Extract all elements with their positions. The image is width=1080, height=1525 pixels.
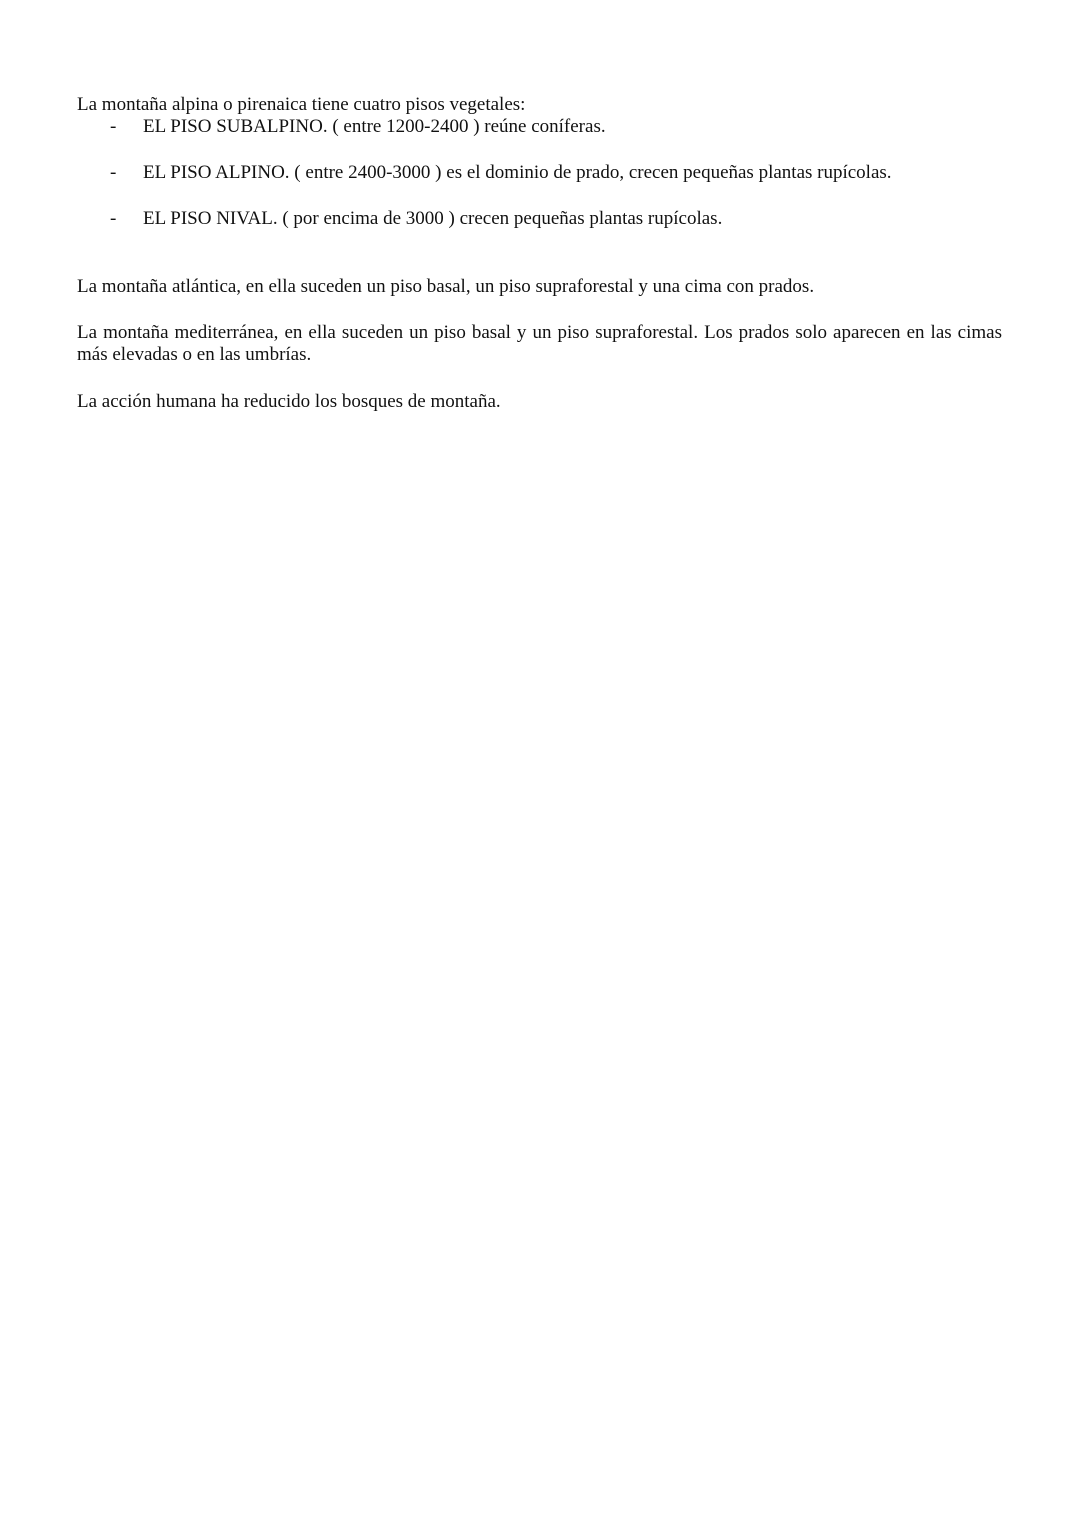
vegetation-levels-list [77,116,1007,230]
list-item-text: EL PISO ALPINO. ( entre 2400-3000 ) es el dominio de prado, crecen pequeñas plantas rupícolas. [143,162,892,183]
list-item [77,116,1007,138]
list-item [77,208,1007,230]
list-marker: - [110,116,117,137]
list-item [77,162,1007,184]
list-item-text: EL PISO SUBALPINO. ( entre 1200-2400 ) reúne coníferas. [143,116,606,137]
intro-text: La montaña alpina o pirenaica tiene cuatro pisos vegetales: [77,94,526,115]
list-marker: - [110,208,117,229]
paragraph-mediterranean: La montaña mediterránea, en ella suceden un piso basal y un piso supraforestal. Los prados solo aparecen en las cimas más elevadas o en las umbrías. [77,322,1002,365]
paragraph-atlantic: La montaña atlántica, en ella suceden un piso basal, un piso supraforestal y una cima con prados. [77,276,815,297]
paragraph-human-action: La acción humana ha reducido los bosques de montaña. [77,391,501,412]
list-item-text: EL PISO NIVAL. ( por encima de 3000 ) crecen pequeñas plantas rupícolas. [143,208,723,229]
list-marker: - [110,162,117,183]
